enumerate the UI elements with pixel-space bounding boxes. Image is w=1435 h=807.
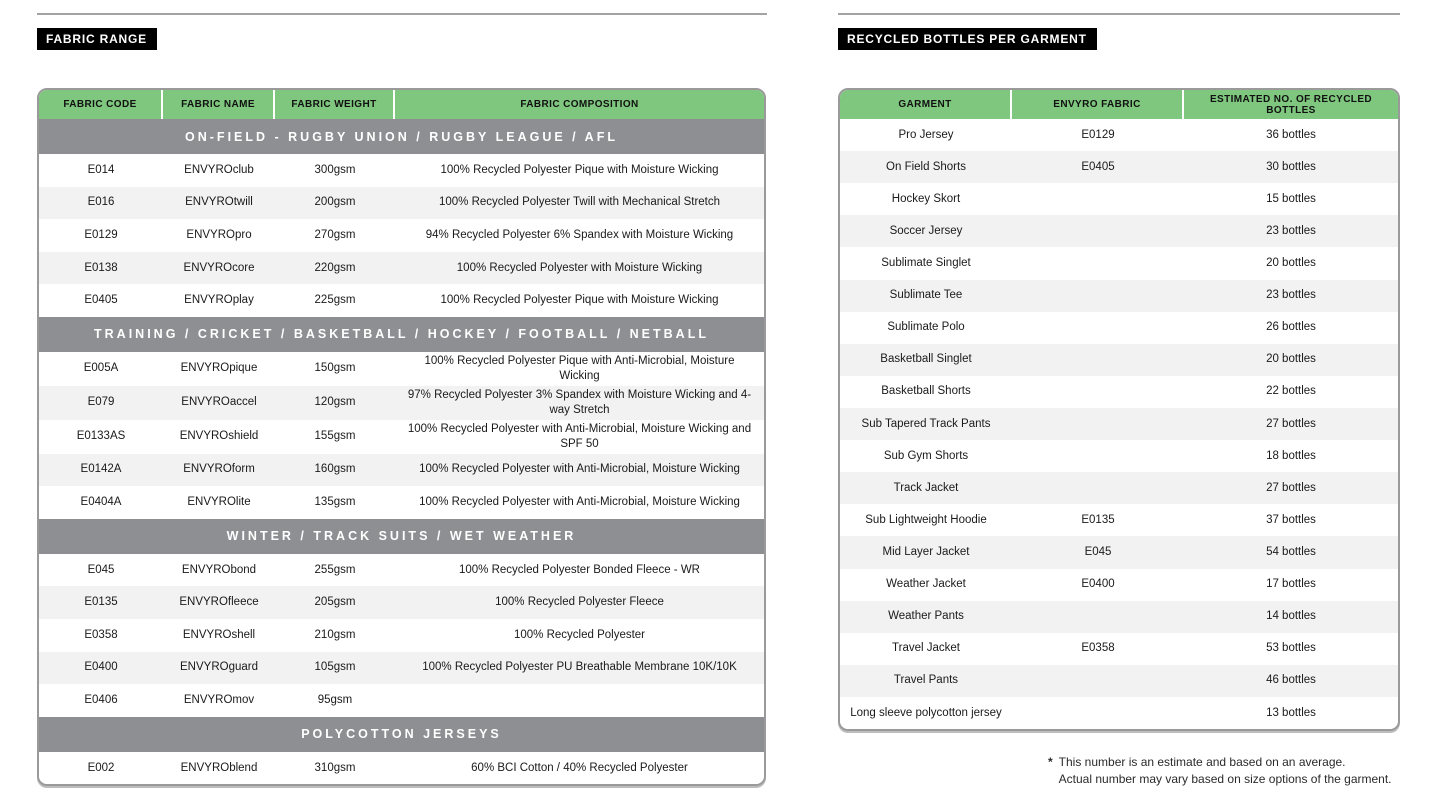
fabric-weight-cell: 105gsm [314, 661, 356, 674]
garment-row [840, 119, 1398, 151]
top-divider-left [37, 13, 767, 15]
footnote-asterisk: * [1048, 755, 1053, 769]
fabric-range-table [37, 88, 766, 786]
envyro-fabric-cell: E0135 [1081, 513, 1115, 526]
garment-name-cell: On Field Shorts [886, 160, 966, 173]
fabric-composition-cell: 100% Recycled Polyester Fleece [495, 596, 664, 609]
fabric-name-cell: ENVYROtwill [185, 196, 253, 209]
fabric-weight-cell: 160gsm [314, 463, 356, 476]
fabric-name-cell: ENVYROshell [182, 628, 256, 641]
fabric-weight-cell: 120gsm [314, 396, 356, 409]
fabric-name-cell: ENVYROlite [187, 496, 251, 509]
fabric-name-cell: ENVYROclub [184, 163, 254, 176]
fabric-weight-cell: 225gsm [314, 294, 356, 307]
fabric-composition-cell: 100% Recycled Polyester with Anti-Microbial, Moisture Wicking and SPF 50 [407, 422, 752, 450]
fabric-composition-cell: 100% Recycled Polyester with Anti-Microbial, Moisture Wicking [419, 463, 740, 476]
fabric-composition-cell: 100% Recycled Polyester with Anti-Microbial, Moisture Wicking [419, 496, 740, 509]
fabric-row [39, 619, 764, 652]
fabric-row [39, 284, 764, 317]
footnote-text [1059, 754, 1392, 787]
garment-name-cell: Mid Layer Jacket [882, 546, 970, 558]
bottle-count-cell: 13 bottles [1266, 706, 1316, 719]
fabric-row [39, 752, 764, 785]
recycled-bottles-title: RECYCLED BOTTLES PER GARMENT [838, 28, 1097, 50]
bottle-count-cell: 27 bottles [1266, 417, 1316, 430]
envyro-fabric-cell [1012, 697, 1184, 729]
fabric-composition-cell: 100% Recycled Polyester with Moisture Wicking [456, 261, 703, 274]
recycled-bottles-table-body [840, 119, 1398, 729]
fabric-composition-cell: 97% Recycled Polyester 3% Spandex with Moisture Wicking and 4-way Stretch [407, 388, 752, 416]
footnote-line-1: This number is an estimate and based on an average. [1058, 755, 1346, 769]
envyro-fabric-cell [1012, 312, 1184, 344]
fabric-code-cell: E0135 [84, 596, 118, 609]
garment-name-cell: Travel Jacket [892, 642, 960, 655]
garment-row [840, 504, 1398, 536]
fabric-composition-cell: 60% BCI Cotton / 40% Recycled Polyester [471, 761, 688, 774]
fabric-name-cell: ENVYROfleece [179, 596, 259, 609]
fabric-composition-cell: 100% Recycled Polyester PU Breathable Membrane 10K/10K [422, 661, 737, 674]
fabric-name-cell: ENVYROshield [179, 430, 259, 443]
fabric-name-cell: ENVYROpique [180, 362, 258, 375]
envyro-fabric-cell: E0405 [1081, 160, 1115, 173]
fabric-row [39, 386, 764, 420]
garment-row [840, 312, 1398, 344]
fabric-row [39, 219, 764, 252]
column-header-envyro-fabric: ENVYRO FABRIC [1012, 90, 1184, 119]
column-header-fabric-weight: FABRIC WEIGHT [275, 90, 395, 119]
bottle-count-cell: 20 bottles [1266, 257, 1316, 270]
fabric-weight-cell: 205gsm [314, 596, 356, 609]
fabric-weight-cell: 310gsm [314, 761, 356, 774]
fabric-range-table-header [39, 90, 764, 119]
garment-row [840, 697, 1398, 729]
top-divider-right [838, 13, 1400, 15]
fabric-code-cell: E005A [83, 362, 119, 375]
bottle-count-cell: 20 bottles [1266, 353, 1316, 366]
fabric-row [39, 154, 764, 187]
fabric-weight-cell: 270gsm [314, 229, 356, 242]
fabric-weight-cell: 255gsm [314, 563, 356, 576]
envyro-fabric-cell [1012, 472, 1184, 504]
envyro-fabric-cell [1012, 247, 1184, 279]
garment-row [840, 151, 1398, 183]
envyro-fabric-cell: E0358 [1081, 642, 1115, 655]
section-header: TRAINING / CRICKET / BASKETBALL / HOCKEY / FOOTBALL / NETBALL [39, 317, 764, 352]
fabric-composition-cell: 100% Recycled Polyester Bonded Fleece - WR [459, 563, 700, 576]
garment-row [840, 344, 1398, 376]
fabric-weight-cell: 210gsm [314, 628, 356, 641]
bottle-count-cell: 53 bottles [1266, 642, 1316, 655]
bottle-count-cell: 26 bottles [1266, 321, 1316, 334]
fabric-code-cell: E0138 [84, 261, 118, 274]
fabric-range-table-body [39, 119, 764, 784]
bottle-count-cell: 22 bottles [1266, 385, 1316, 398]
column-header-fabric-composition: FABRIC COMPOSITION [520, 99, 639, 110]
envyro-fabric-cell [1012, 280, 1184, 312]
garment-row [840, 569, 1398, 601]
garment-name-cell: Basketball Shorts [881, 385, 971, 398]
garment-row [840, 408, 1398, 440]
fabric-weight-cell: 200gsm [314, 196, 356, 209]
envyro-fabric-cell: E0400 [1081, 578, 1115, 591]
garment-name-cell: Sublimate Tee [889, 289, 963, 302]
garment-row [840, 665, 1398, 697]
fabric-weight-cell: 220gsm [314, 261, 356, 274]
garment-row [840, 633, 1398, 665]
envyro-fabric-cell [1012, 376, 1184, 408]
garment-row [840, 440, 1398, 472]
fabric-code-cell: E016 [87, 196, 115, 209]
column-header-estimated-bottles: ESTIMATED NO. OF RECYCLED BOTTLES [1209, 93, 1373, 116]
garment-name-cell: Hockey Skort [891, 192, 961, 205]
fabric-code-cell: E079 [87, 396, 115, 409]
bottle-count-cell: 30 bottles [1266, 160, 1316, 173]
footnote [1048, 754, 1392, 787]
fabric-weight-cell: 95gsm [317, 693, 353, 706]
fabric-row [39, 486, 764, 519]
garment-name-cell: Long sleeve polycotton jersey [850, 706, 1002, 719]
fabric-name-cell: ENVYROform [183, 463, 255, 476]
envyro-fabric-cell: E045 [1084, 546, 1112, 558]
fabric-row [39, 454, 764, 487]
fabric-row [39, 684, 764, 717]
garment-name-cell: Sublimate Polo [887, 321, 965, 334]
fabric-code-cell: E0406 [84, 693, 118, 706]
fabric-row [39, 420, 764, 454]
fabric-name-cell: ENVYROcore [183, 261, 255, 274]
fabric-code-cell: E045 [87, 563, 115, 576]
fabric-weight-cell: 150gsm [314, 362, 356, 375]
fabric-composition-cell: 100% Recycled Polyester Pique with Anti-Microbial, Moisture Wicking [424, 354, 735, 382]
fabric-code-cell: E0133AS [76, 430, 126, 443]
bottle-count-cell: 18 bottles [1266, 449, 1316, 462]
garment-row [840, 472, 1398, 504]
fabric-name-cell: ENVYROblend [180, 761, 258, 774]
envyro-fabric-cell [1012, 215, 1184, 247]
fabric-composition-cell: 100% Recycled Polyester Pique with Moisture Wicking [440, 294, 719, 307]
envyro-fabric-cell [1012, 440, 1184, 472]
fabric-code-cell: E0129 [84, 229, 118, 242]
garment-name-cell: Soccer Jersey [889, 224, 963, 237]
garment-name-cell: Sub Tapered Track Pants [861, 417, 991, 430]
footnote-line-2: Actual number may vary based on size options of the garment. [1058, 771, 1392, 786]
envyro-fabric-cell [1012, 408, 1184, 440]
garment-name-cell: Weather Jacket [886, 578, 966, 591]
fabric-composition-cell [395, 684, 764, 717]
garment-name-cell: Basketball Singlet [880, 353, 972, 366]
fabric-composition-cell: 100% Recycled Polyester Twill with Mechanical Stretch [438, 196, 721, 209]
fabric-range-title: FABRIC RANGE [37, 28, 157, 50]
fabric-name-cell: ENVYRObond [181, 563, 257, 576]
garment-name-cell: Pro Jersey [898, 128, 954, 141]
fabric-name-cell: ENVYROmov [183, 693, 255, 706]
envyro-fabric-cell [1012, 344, 1184, 376]
fabric-code-cell: E0358 [84, 628, 118, 641]
fabric-weight-cell: 135gsm [314, 496, 356, 509]
fabric-composition-cell: 94% Recycled Polyester 6% Spandex with Moisture Wicking [425, 229, 734, 242]
bottle-count-cell: 17 bottles [1266, 578, 1316, 591]
garment-name-cell: Track Jacket [893, 481, 959, 494]
fabric-code-cell: E0404A [80, 496, 122, 509]
garment-name-cell: Travel Pants [893, 674, 959, 687]
envyro-fabric-cell: E0129 [1081, 128, 1115, 141]
bottle-count-cell: 15 bottles [1266, 192, 1316, 205]
garment-row [840, 376, 1398, 408]
garment-name-cell: Sub Lightweight Hoodie [865, 513, 987, 526]
column-header-fabric-name: FABRIC NAME [163, 90, 275, 119]
garment-row [840, 536, 1398, 568]
column-header-fabric-code: FABRIC CODE [39, 90, 163, 119]
fabric-name-cell: ENVYROaccel [181, 396, 257, 409]
recycled-bottles-table [838, 88, 1400, 731]
fabric-row [39, 187, 764, 220]
bottle-count-cell: 36 bottles [1266, 128, 1316, 141]
fabric-name-cell: ENVYROpro [186, 229, 252, 242]
bottle-count-cell: 27 bottles [1266, 481, 1316, 494]
fabric-code-cell: E0400 [84, 661, 118, 674]
fabric-composition-cell: 100% Recycled Polyester Pique with Moisture Wicking [440, 163, 719, 176]
fabric-code-cell: E002 [87, 761, 115, 774]
fabric-code-cell: E0405 [84, 294, 118, 307]
bottle-count-cell: 54 bottles [1266, 546, 1316, 558]
envyro-fabric-cell [1012, 601, 1184, 633]
fabric-composition-cell: 100% Recycled Polyester [513, 628, 646, 641]
bottle-count-cell: 23 bottles [1266, 224, 1316, 237]
fabric-weight-cell: 300gsm [314, 163, 356, 176]
garment-row [840, 280, 1398, 312]
envyro-fabric-cell [1012, 183, 1184, 215]
garment-name-cell: Sub Gym Shorts [883, 449, 969, 462]
fabric-row [39, 586, 764, 619]
bottle-count-cell: 37 bottles [1266, 513, 1316, 526]
garment-name-cell: Weather Pants [888, 610, 964, 623]
recycled-bottles-table-header [840, 90, 1398, 119]
fabric-row [39, 352, 764, 386]
column-header-garment: GARMENT [840, 90, 1012, 119]
fabric-name-cell: ENVYROplay [184, 294, 254, 307]
envyro-fabric-cell [1012, 665, 1184, 697]
garment-row [840, 183, 1398, 215]
fabric-weight-cell: 155gsm [314, 430, 356, 443]
fabric-code-cell: E014 [87, 163, 115, 176]
section-header: WINTER / TRACK SUITS / WET WEATHER [39, 519, 764, 554]
bottle-count-cell: 14 bottles [1266, 610, 1316, 623]
fabric-code-cell: E0142A [80, 463, 122, 476]
garment-row [840, 215, 1398, 247]
fabric-row [39, 554, 764, 587]
fabric-row [39, 252, 764, 285]
bottle-count-cell: 23 bottles [1266, 289, 1316, 302]
section-header: ON-FIELD - RUGBY UNION / RUGBY LEAGUE / AFL [39, 119, 764, 154]
bottle-count-cell: 46 bottles [1266, 674, 1316, 687]
fabric-name-cell: ENVYROguard [180, 661, 258, 674]
section-header: POLYCOTTON JERSEYS [39, 717, 764, 752]
garment-name-cell: Sublimate Singlet [881, 257, 971, 270]
fabric-row [39, 652, 764, 685]
garment-row [840, 247, 1398, 279]
garment-row [840, 601, 1398, 633]
